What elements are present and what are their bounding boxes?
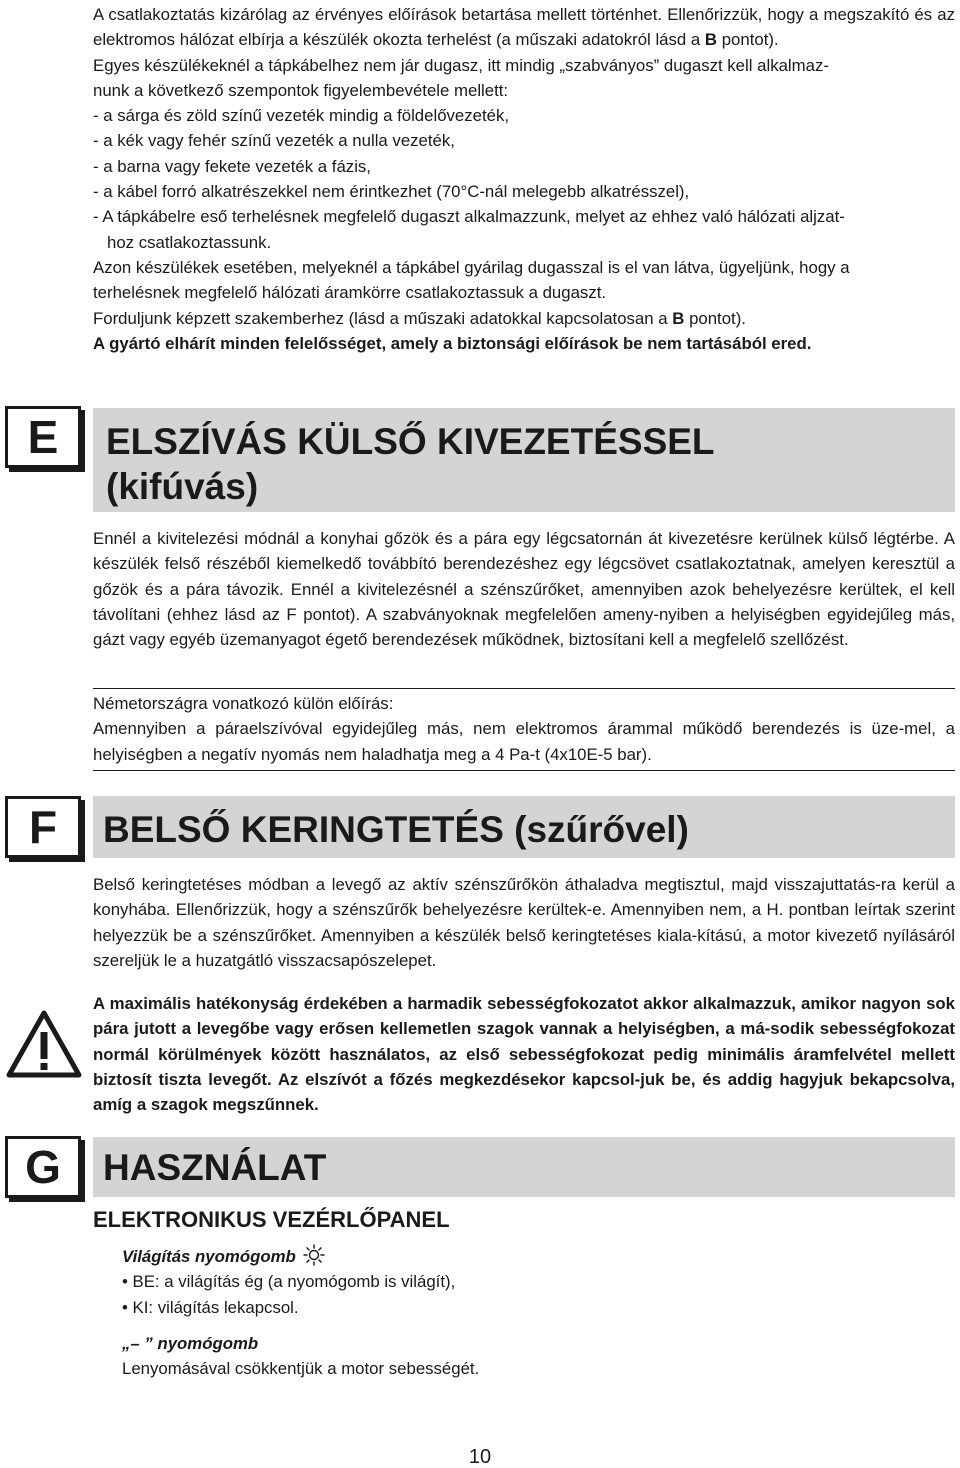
intro-list-item: - a kábel forró alkatrészekkel nem érintkezhet (70°C-nál melegebb alkatrésszel), bbox=[93, 182, 690, 202]
light-button-title: Világítás nyomógomb bbox=[122, 1247, 296, 1266]
section-e-bottom-divider bbox=[93, 770, 955, 771]
intro-list-item: - a sárga és zöld színű vezeték mindig a földelővezeték, bbox=[93, 106, 510, 126]
section-e-title-line2: (kifúvás) bbox=[106, 466, 259, 507]
intro-p2-line1: Egyes készülékeknél a tápkábelhez nem jár dugasz, itt mindig „szabványos” dugaszt kell alkalmaz- bbox=[93, 55, 829, 75]
intro-disclaimer: A gyártó elhárít minden felelősséget, amely a biztonsági előírások be nem tartásából ered. bbox=[93, 333, 812, 353]
intro-p2-line2: nunk a következő szempontok figyelembevétele mellett: bbox=[93, 80, 509, 100]
page-number: 10 bbox=[468, 1446, 492, 1468]
section-g-subtitle: ELEKTRONIKUS VEZÉRLŐPANEL bbox=[93, 1207, 450, 1232]
section-letter-f: F bbox=[5, 796, 81, 858]
germany-note-title: Németországra vonatkozó külön előírás: bbox=[93, 694, 394, 713]
section-e-divider bbox=[93, 688, 955, 689]
section-letter-g: G bbox=[5, 1136, 81, 1198]
intro-p4-bold: B bbox=[672, 308, 685, 328]
intro-paragraph-4 bbox=[93, 306, 955, 331]
intro-p3-line1: Azon készülékek esetében, melyeknél a tápkábel gyárilag dugasszal is el van látva, ügyeljünk, hogy a bbox=[93, 257, 850, 277]
minus-button-desc: Lenyomásával csökkentjük a motor sebességét. bbox=[122, 1359, 480, 1379]
intro-list-item: - a kék vagy fehér színű vezeték a nulla vezeték, bbox=[93, 131, 455, 151]
light-button-block bbox=[122, 1244, 822, 1320]
intro-list-item: - A tápkábelre eső terhelésnek megfelelő dugaszt alkalmazzunk, melyet az ehhez való hálózati aljzat- bbox=[93, 207, 845, 227]
section-f-title: BELSŐ KERINGTETÉS (szűrővel) bbox=[103, 809, 689, 850]
sun-icon bbox=[303, 1244, 325, 1266]
warning-triangle-icon bbox=[6, 1010, 82, 1078]
section-e-title-line1: ELSZÍVÁS KÜLSŐ KIVEZETÉSSEL bbox=[106, 421, 715, 462]
section-e-body: Ennél a kivitelezési módnál a konyhai gőzök és a pára egy légcsatornán át kivezetésre kerülnek külső légtérbe. A készülék felső részéből kiemelkedő továbbító berendezéshez egy légcsövet csatlakoztatnak, amelyen keresztül a gőzök és a pára távozik. Ennél a kivitelezésnél a szénszűrőket, amennyiben azok behelyezésre kerültek, el kell távolítani (ehhez lásd az F pontot). A szabványoknak megfelelően ameny-nyiben a helyiségben egyidejűleg más, gázt vagy egyéb üzemanyagot égető berendezések működnek, biztosítani kell a megfelelő szellőzést. bbox=[93, 529, 955, 650]
light-button-item: • BE: a világítás ég (a nyomógomb is világít), bbox=[122, 1272, 456, 1292]
germany-note-body: Amennyiben a páraelszívóval egyidejűleg más, nem elektromos árammal működő berendezés is üze-mel, a helyiségben a negatív nyomás nem haladhatja meg a 4 Pa-t (4x10E-5 bar). bbox=[93, 719, 955, 764]
light-button-title-row bbox=[122, 1244, 822, 1269]
intro-p1-text: A csatlakoztatás kizárólag az érvényes előírások betartása mellett történhet. Ellenőrizzük, hogy a megszakító és az elektromos hálózat elbírja a készülék okozta terhelést (a műszaki adatokról lásd a bbox=[93, 5, 955, 50]
section-letter-e: E bbox=[5, 406, 81, 468]
intro-p1-end: pontot). bbox=[721, 30, 779, 50]
intro-paragraph-1 bbox=[93, 2, 955, 53]
minus-button-block bbox=[122, 1331, 822, 1382]
intro-list-item: - a barna vagy fekete vezeték a fázis, bbox=[93, 156, 371, 176]
light-button-item: • KI: világítás lekapcsol. bbox=[122, 1297, 299, 1317]
intro-p4-text: Forduljunk képzett szakemberhez (lásd a műszaki adatokkal kapcsolatosan a bbox=[93, 308, 668, 328]
section-g-title: HASZNÁLAT bbox=[103, 1147, 327, 1188]
intro-list-continuation: hoz csatlakoztassunk. bbox=[107, 232, 272, 252]
intro-p1-bold: B bbox=[704, 30, 718, 50]
intro-p4-end: pontot). bbox=[689, 308, 746, 328]
minus-button-title: „– ” nyomógomb bbox=[122, 1334, 259, 1353]
intro-block bbox=[93, 2, 955, 356]
germany-note bbox=[93, 691, 955, 767]
section-f-body: Belső keringtetéses módban a levegő az aktív szénszűrőkön áthaladva megtisztul, majd visszajuttatás-ra kerül a konyhába. Ellenőrizzük, hogy a szénszűrők behelyezésre kerültek-e. Amennyiben nem, a H. pontban leírtak szerint helyezzük be a szénszűrőket. Amennyiben a készülék belső keringtetéses kiala-kítású, a motor kivezető nyílásáról szereljük le a huzatgátló visszacsapószelepet. bbox=[93, 875, 955, 970]
intro-p3-line2: terhelésnek megfelelő hálózati áramkörre csatlakoztassuk a dugaszt. bbox=[93, 283, 607, 303]
section-f-warning: A maximális hatékonyság érdekében a harmadik sebességfokozatot akkor alkalmazzuk, amikor nagyon sok pára jutott a levegőbe vagy erősen kellemetlen szagok vannak a helyiségben, a má-sodik sebességfokozat normál körülmények között használatos, az első sebességfokozat pedig minimális áramfelvétel mellett biztosít tiszta levegőt. Az elszívót a főzés megkezdésekor kapcsol-juk be, és addig hagyjuk bekapcsolva, amíg a szagok megszűnnek. bbox=[93, 994, 955, 1115]
